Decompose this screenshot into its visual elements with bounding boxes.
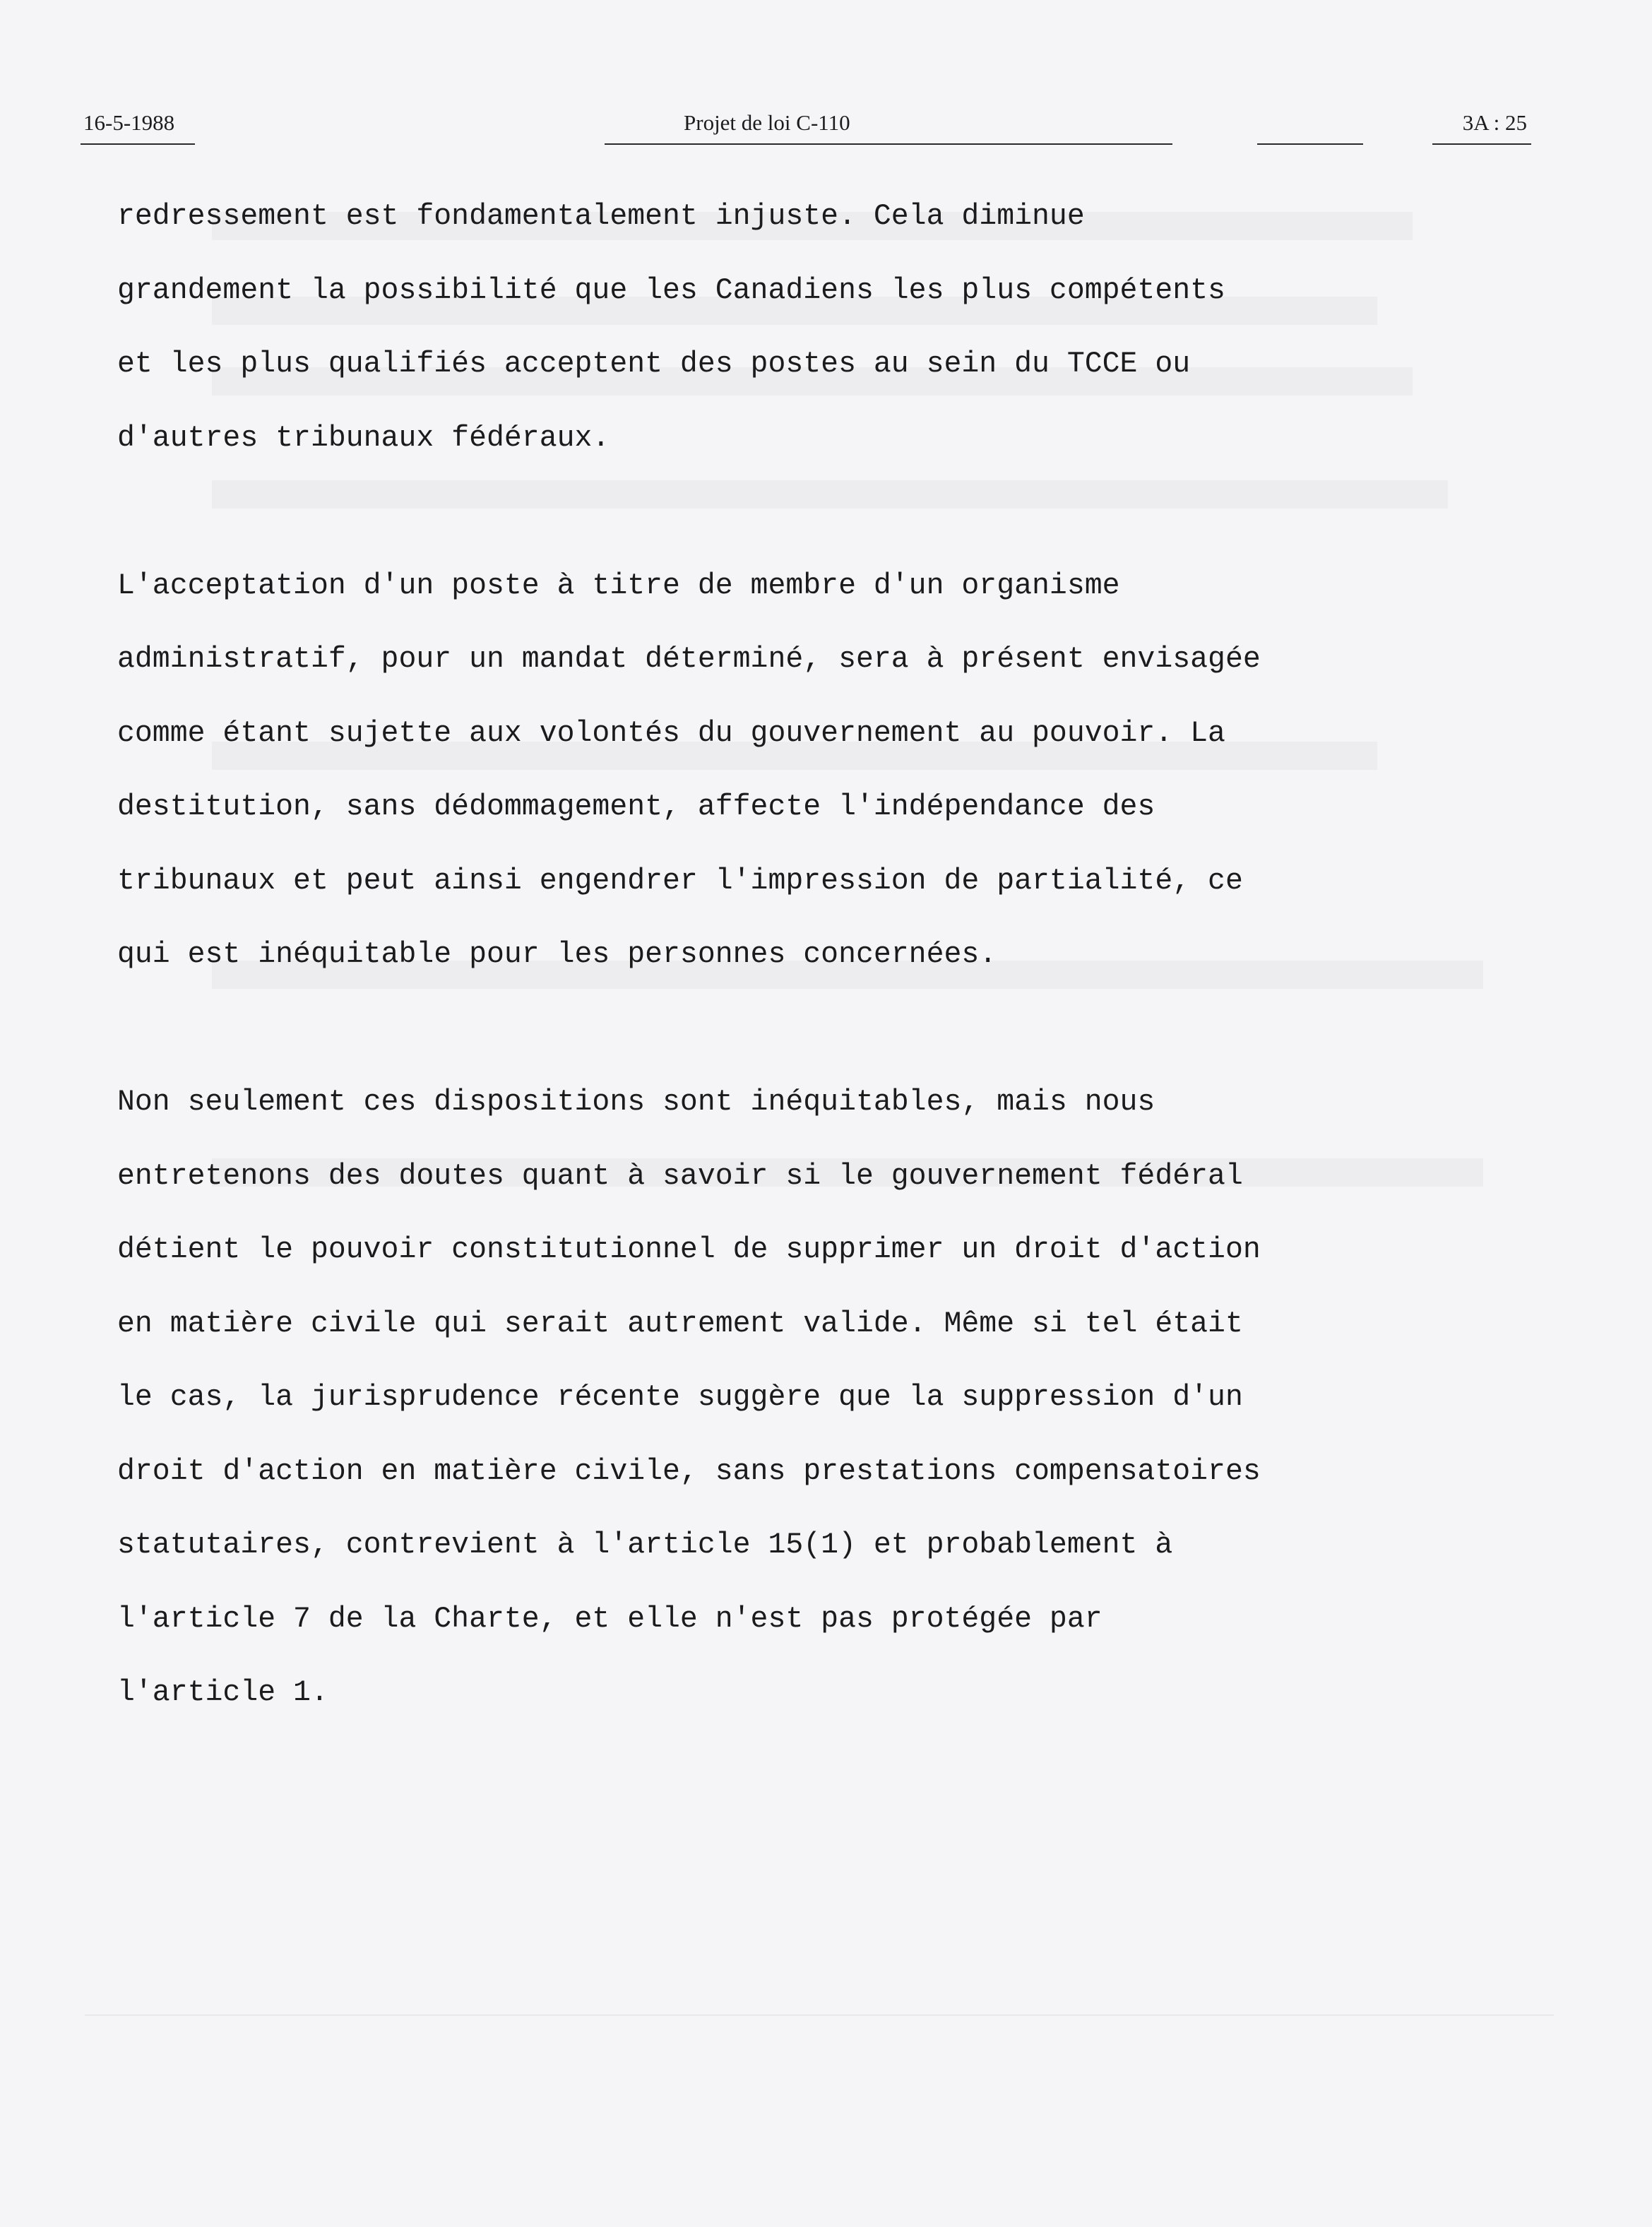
text-line: en matière civile qui serait autrement valide. Même si tel était bbox=[117, 1307, 1243, 1341]
text-line: l'article 7 de la Charte, et elle n'est pas protégée par bbox=[117, 1602, 1103, 1636]
text-line: administratif, pour un mandat déterminé, sera à présent envisagée bbox=[117, 643, 1261, 676]
text-line: grandement la possibilité que les Canadiens les plus compétents bbox=[117, 273, 1225, 307]
text-line: le cas, la jurisprudence récente suggère que la suppression d'un bbox=[117, 1381, 1243, 1414]
text-line: tribunaux et peut ainsi engendrer l'impression de partialité, ce bbox=[117, 864, 1243, 898]
text-line: redressement est fondamentalement injuste. Cela diminue bbox=[117, 200, 1085, 233]
text-line: l'article 1. bbox=[117, 1676, 328, 1709]
text-line: entretenons des doutes quant à savoir si le gouvernement fédéral bbox=[117, 1159, 1243, 1193]
header-rule bbox=[81, 143, 195, 145]
paragraph-1 bbox=[117, 180, 1502, 475]
text-line: qui est inéquitable pour les personnes concernées. bbox=[117, 938, 997, 971]
body-text bbox=[117, 180, 1502, 1730]
paragraph-spacer bbox=[117, 475, 1502, 550]
text-line: L'acceptation d'un poste à titre de membre d'un organisme bbox=[117, 569, 1120, 602]
running-header bbox=[83, 106, 1527, 148]
header-page-number: 3A : 25 bbox=[1462, 110, 1527, 135]
header-rule bbox=[605, 143, 1172, 145]
text-line: et les plus qualifiés acceptent des postes au sein du TCCE ou bbox=[117, 348, 1191, 381]
paragraph-3 bbox=[117, 1066, 1502, 1730]
scan-artifact-line bbox=[85, 2014, 1554, 2016]
text-line: destitution, sans dédommagement, affecte l'indépendance des bbox=[117, 790, 1155, 824]
header-title: Projet de loi C-110 bbox=[684, 110, 850, 135]
paragraph-spacer bbox=[117, 992, 1502, 1067]
text-line: détient le pouvoir constitutionnel de supprimer un droit d'action bbox=[117, 1233, 1261, 1266]
text-line: statutaires, contrevient à l'article 15(1) et probablement à bbox=[117, 1528, 1173, 1562]
header-date: 16-5-1988 bbox=[83, 110, 175, 135]
text-line: comme étant sujette aux volontés du gouvernement au pouvoir. La bbox=[117, 716, 1225, 750]
header-rule bbox=[1432, 143, 1531, 145]
paragraph-2 bbox=[117, 550, 1502, 992]
text-line: Non seulement ces dispositions sont inéquitables, mais nous bbox=[117, 1086, 1155, 1119]
text-line: d'autres tribunaux fédéraux. bbox=[117, 421, 610, 455]
text-line: droit d'action en matière civile, sans prestations compensatoires bbox=[117, 1454, 1261, 1488]
header-rule bbox=[1257, 143, 1363, 145]
